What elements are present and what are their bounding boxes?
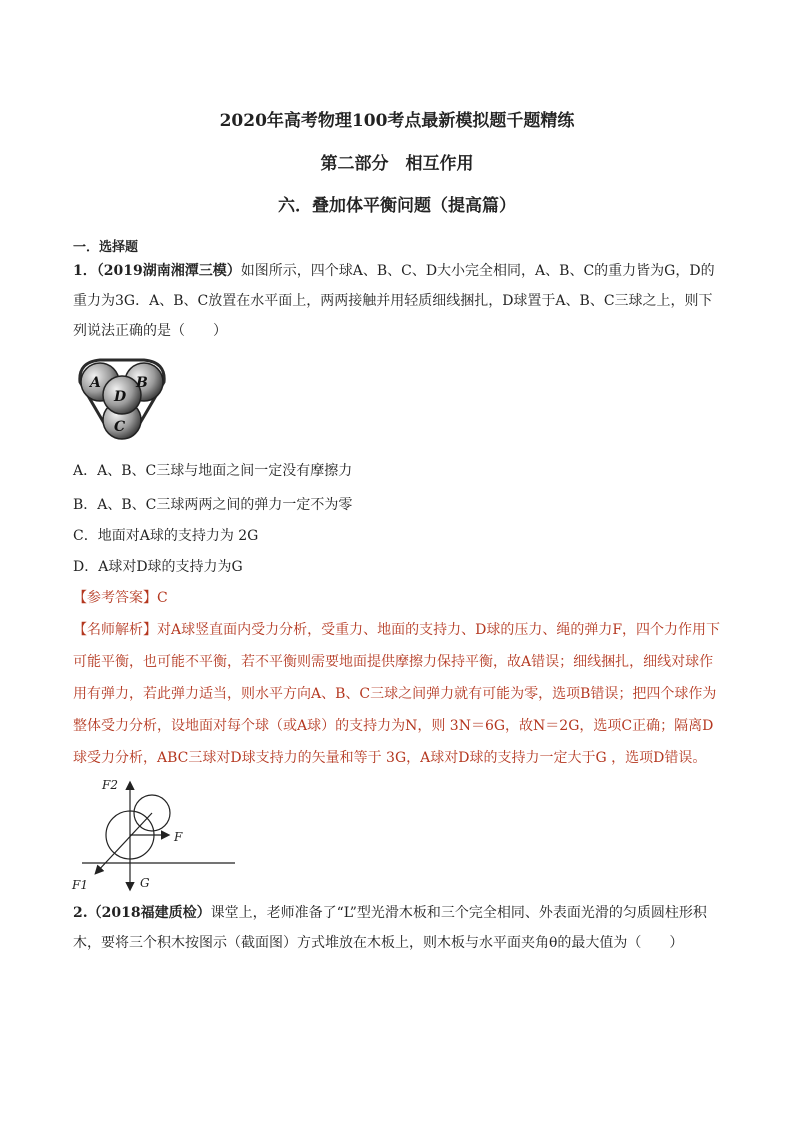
part-title: 第二部分 相互作用: [320, 154, 474, 174]
question-1-option-c: C．地面对A球的支持力为 2G: [73, 528, 259, 544]
ball-b-label: B: [136, 375, 148, 391]
analysis-label: 【名师解析】: [73, 622, 157, 638]
question-2-text: 课堂上，老师准备了“L”型光滑木板和三个完全相同、外表面光滑的匀质圆柱形积木，要将三个积木按图示（截面图）方式堆放在木板上，则木板与水平面夹角θ的最大值为（ ）: [73, 905, 707, 951]
ball-c-label: C: [114, 419, 126, 435]
question-1-option-b: B．A、B、C三球两两之间的弹力一定不为零: [73, 497, 353, 513]
force-f1-arrow: [96, 813, 152, 873]
question-1-text: 如图所示，四个球A、B、C、D大小完全相同，A、B、C的重力皆为G，D的重力为3G．A、B、C放置在水平面上，两两接触并用轻质细线捆扎，D球置于A、B、C三球之上，则下列说法正确的是（ ）: [73, 263, 715, 339]
question-2-number: 2.: [73, 905, 88, 921]
teacher-analysis: [73, 614, 723, 774]
four-balls-figure: [72, 354, 172, 444]
force-f1-label: F1: [72, 878, 88, 892]
document-title: 2020年高考物理100考点最新模拟题千题精练: [219, 111, 575, 131]
reference-answer: [73, 587, 168, 607]
question-1-option-a: A．A、B、C三球与地面之间一定没有摩擦力: [73, 463, 353, 479]
answer-value: C: [157, 590, 168, 606]
force-f2-label: F2: [102, 778, 118, 792]
question-2-source: （2018福建质检）: [87, 905, 211, 921]
question-1-number: 1．: [73, 263, 97, 279]
question-1-source: （2019湖南湘潭三模）: [96, 263, 241, 279]
analysis-text: 对A球竖直面内受力分析，受重力、地面的支持力、D球的压力、绳的弹力F，四个力作用下可能平衡，也可能不平衡，若不平衡则需要地面提供摩擦力保持平衡，故A错误；细线捆扎，细线对球作用有弹力，若此弹力适当，则水平方向A、B、C三球之间弹力就有可能为零，选项B错误；把四个球作为整体受力分析，设地面对每个球（或A球）的支持力为N，则 3N＝6G，故N＝2G，选项C正确；隔离D球受力分析，ABC三球对D球支持力的矢量和等于 3G，A球对D球的支持力一定大于G ，选项D错误。: [73, 622, 721, 766]
force-diagram: [68, 773, 238, 893]
question-1-stem: [73, 256, 723, 346]
chapter-title: 六．叠加体平衡问题（提高篇）: [278, 196, 516, 216]
question-1-option-d: D．A球对D球的支持力为G: [73, 559, 243, 575]
force-f-label: F: [174, 830, 183, 844]
force-g-label: G: [140, 876, 150, 890]
ball-d-label: D: [114, 389, 127, 405]
answer-label: 【参考答案】: [73, 590, 157, 606]
section-heading: 一．选择题: [73, 240, 139, 255]
question-2-stem: [73, 898, 723, 958]
ball-a-label: A: [90, 375, 101, 391]
